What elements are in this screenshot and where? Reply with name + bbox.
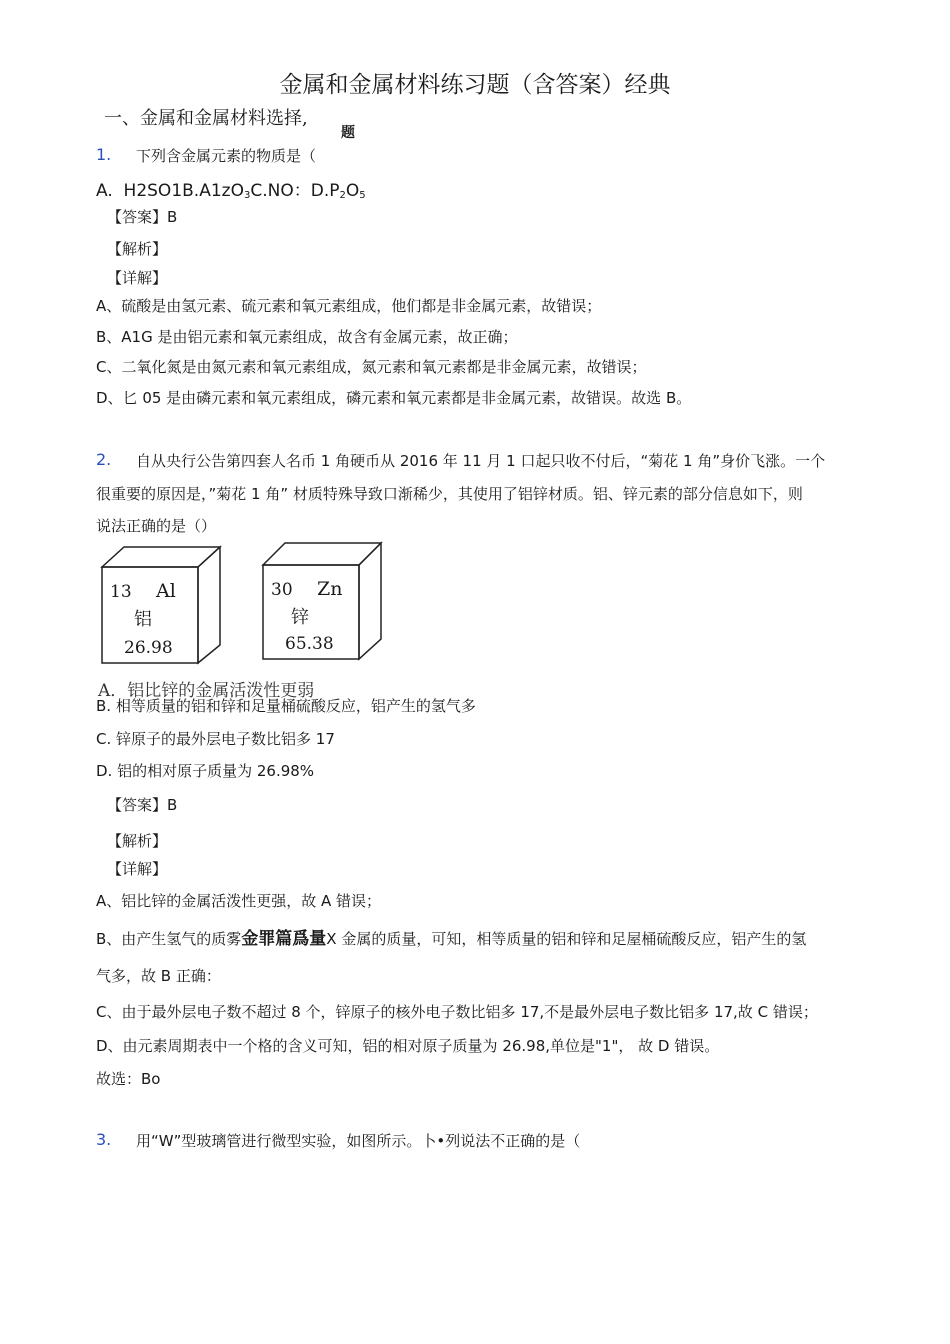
question-2-detail: 【详解】 — [107, 860, 168, 878]
question-2-explanation-d: D、由元素周期表中一个格的含义可知，铝的相对原子质量为 26.98,单位是"1"， 故 D 错误。 — [96, 1037, 720, 1055]
al-name: 铝 — [134, 609, 152, 630]
option-a-text: H2SO1B.A1 — [123, 181, 222, 201]
question-2-number: 2. — [96, 450, 112, 469]
explanation-b-formula: 金罪篇爲量 — [241, 929, 327, 949]
section-icon-text: 题 — [341, 125, 353, 141]
question-2-explanation-b-line-2: 气多，故 B 正确： — [96, 967, 221, 985]
question-1-explanation-a: A、硫酸是由氢元素、硫元素和氧元素组成，他们都是非金属元素，故错误； — [96, 297, 602, 315]
subscript-5: 5 — [359, 190, 366, 201]
question-2-stem-line-1: 自从央行公告第四套人名币 1 角硬币从 2016 年 11 月 1 口起只收不付后，“菊花 1 角”身价飞涨。一个 — [136, 452, 826, 470]
question-2-option-d: D. 铝的相对原子质量为 26.98% — [96, 762, 315, 780]
question-2-explanation-a: A、铝比锌的金属活泼性更强，故 A 错误； — [96, 892, 382, 910]
question-1-number: 1. — [96, 145, 112, 164]
question-3-number: 3. — [96, 1130, 112, 1149]
question-2-conclusion: 故选：Bo — [96, 1070, 161, 1088]
zn-name: 锌 — [291, 607, 309, 628]
section-heading: 一、金属和金属材料选择, — [104, 108, 308, 129]
question-3-stem: 用“W”型玻璃管进行微型实验，如图所示。卜•列说法不正确的是（ — [136, 1132, 581, 1150]
element-cube-aluminum — [98, 545, 223, 667]
zn-atomic-number: 30 — [271, 580, 293, 600]
zn-mass: 65.38 — [285, 634, 334, 654]
question-2-option-a: A．铝比锌的金属活泼性更弱 — [98, 681, 315, 701]
question-2-answer: 【答案】B — [107, 796, 178, 814]
explanation-b-post: X 金属的质量，可知，相等质量的铝和锌和足屋桶硫酸反应，铝产生的氢 — [326, 930, 807, 948]
question-1-analysis: 【解析】 — [107, 240, 168, 258]
question-2-stem-line-3: 说法正确的是（） — [96, 517, 217, 535]
al-mass: 26.98 — [124, 638, 173, 658]
option-o2: O — [345, 181, 360, 201]
question-1-explanation-b: B、A1G 是由铝元素和氧元素组成，故含有金属元素，故正确； — [96, 328, 518, 346]
question-2-stem-line-2: 很重要的原因是，”菊花 1 角” 材质特殊导致口渐稀少，其使用了铝锌材质。铝、锌元素的部分信息如下，则 — [96, 485, 803, 503]
option-c-d-text: C.NO：D.P — [250, 181, 340, 201]
question-1-detail: 【详解】 — [107, 269, 168, 287]
question-2-option-c: C. 锌原子的最外层电子数比铝多 17 — [96, 730, 335, 748]
question-2-option-b: B. 相等质量的铝和锌和足量桶硫酸反应，铝产生的氢气多 — [96, 697, 476, 715]
al-atomic-number: 13 — [110, 582, 132, 602]
question-1-explanation-d: D、匕 05 是由磷元素和氧元素组成，磷元素和氧元素都是非金属元素，故错误。故选 B。 — [96, 389, 692, 407]
subscript-3: 3 — [243, 190, 251, 201]
page-title: 金属和金属材料练习题（含答案）经典 — [279, 72, 671, 98]
question-1-explanation-c: C、二氧化氮是由氮元素和氧元素组成，氮元素和氧元素都是非金属元素，故错误； — [96, 358, 647, 376]
subscript-2: 2 — [339, 190, 346, 201]
element-cube-zinc — [259, 541, 384, 663]
option-o: O — [230, 181, 244, 201]
option-prefix: A. — [96, 181, 113, 201]
question-2-explanation-b-line-1 — [96, 928, 806, 950]
zn-symbol: Zn — [317, 578, 343, 600]
question-1-options — [96, 176, 366, 201]
al-symbol: Al — [156, 580, 176, 602]
question-2-explanation-c: C、由于最外层电子数不超过 8 个，锌原子的核外电子数比铝多 17,不是最外层电子数比铝多 17,故 C 错误； — [96, 1003, 818, 1021]
question-1-answer: 【答案】B — [107, 208, 178, 226]
question-2-analysis: 【解析】 — [107, 832, 168, 850]
explanation-b-pre: B、由产生氢气的质雾 — [96, 930, 242, 948]
option-z: z — [221, 181, 231, 201]
question-1-stem: 下列含金属元素的物质是（ — [136, 147, 317, 165]
